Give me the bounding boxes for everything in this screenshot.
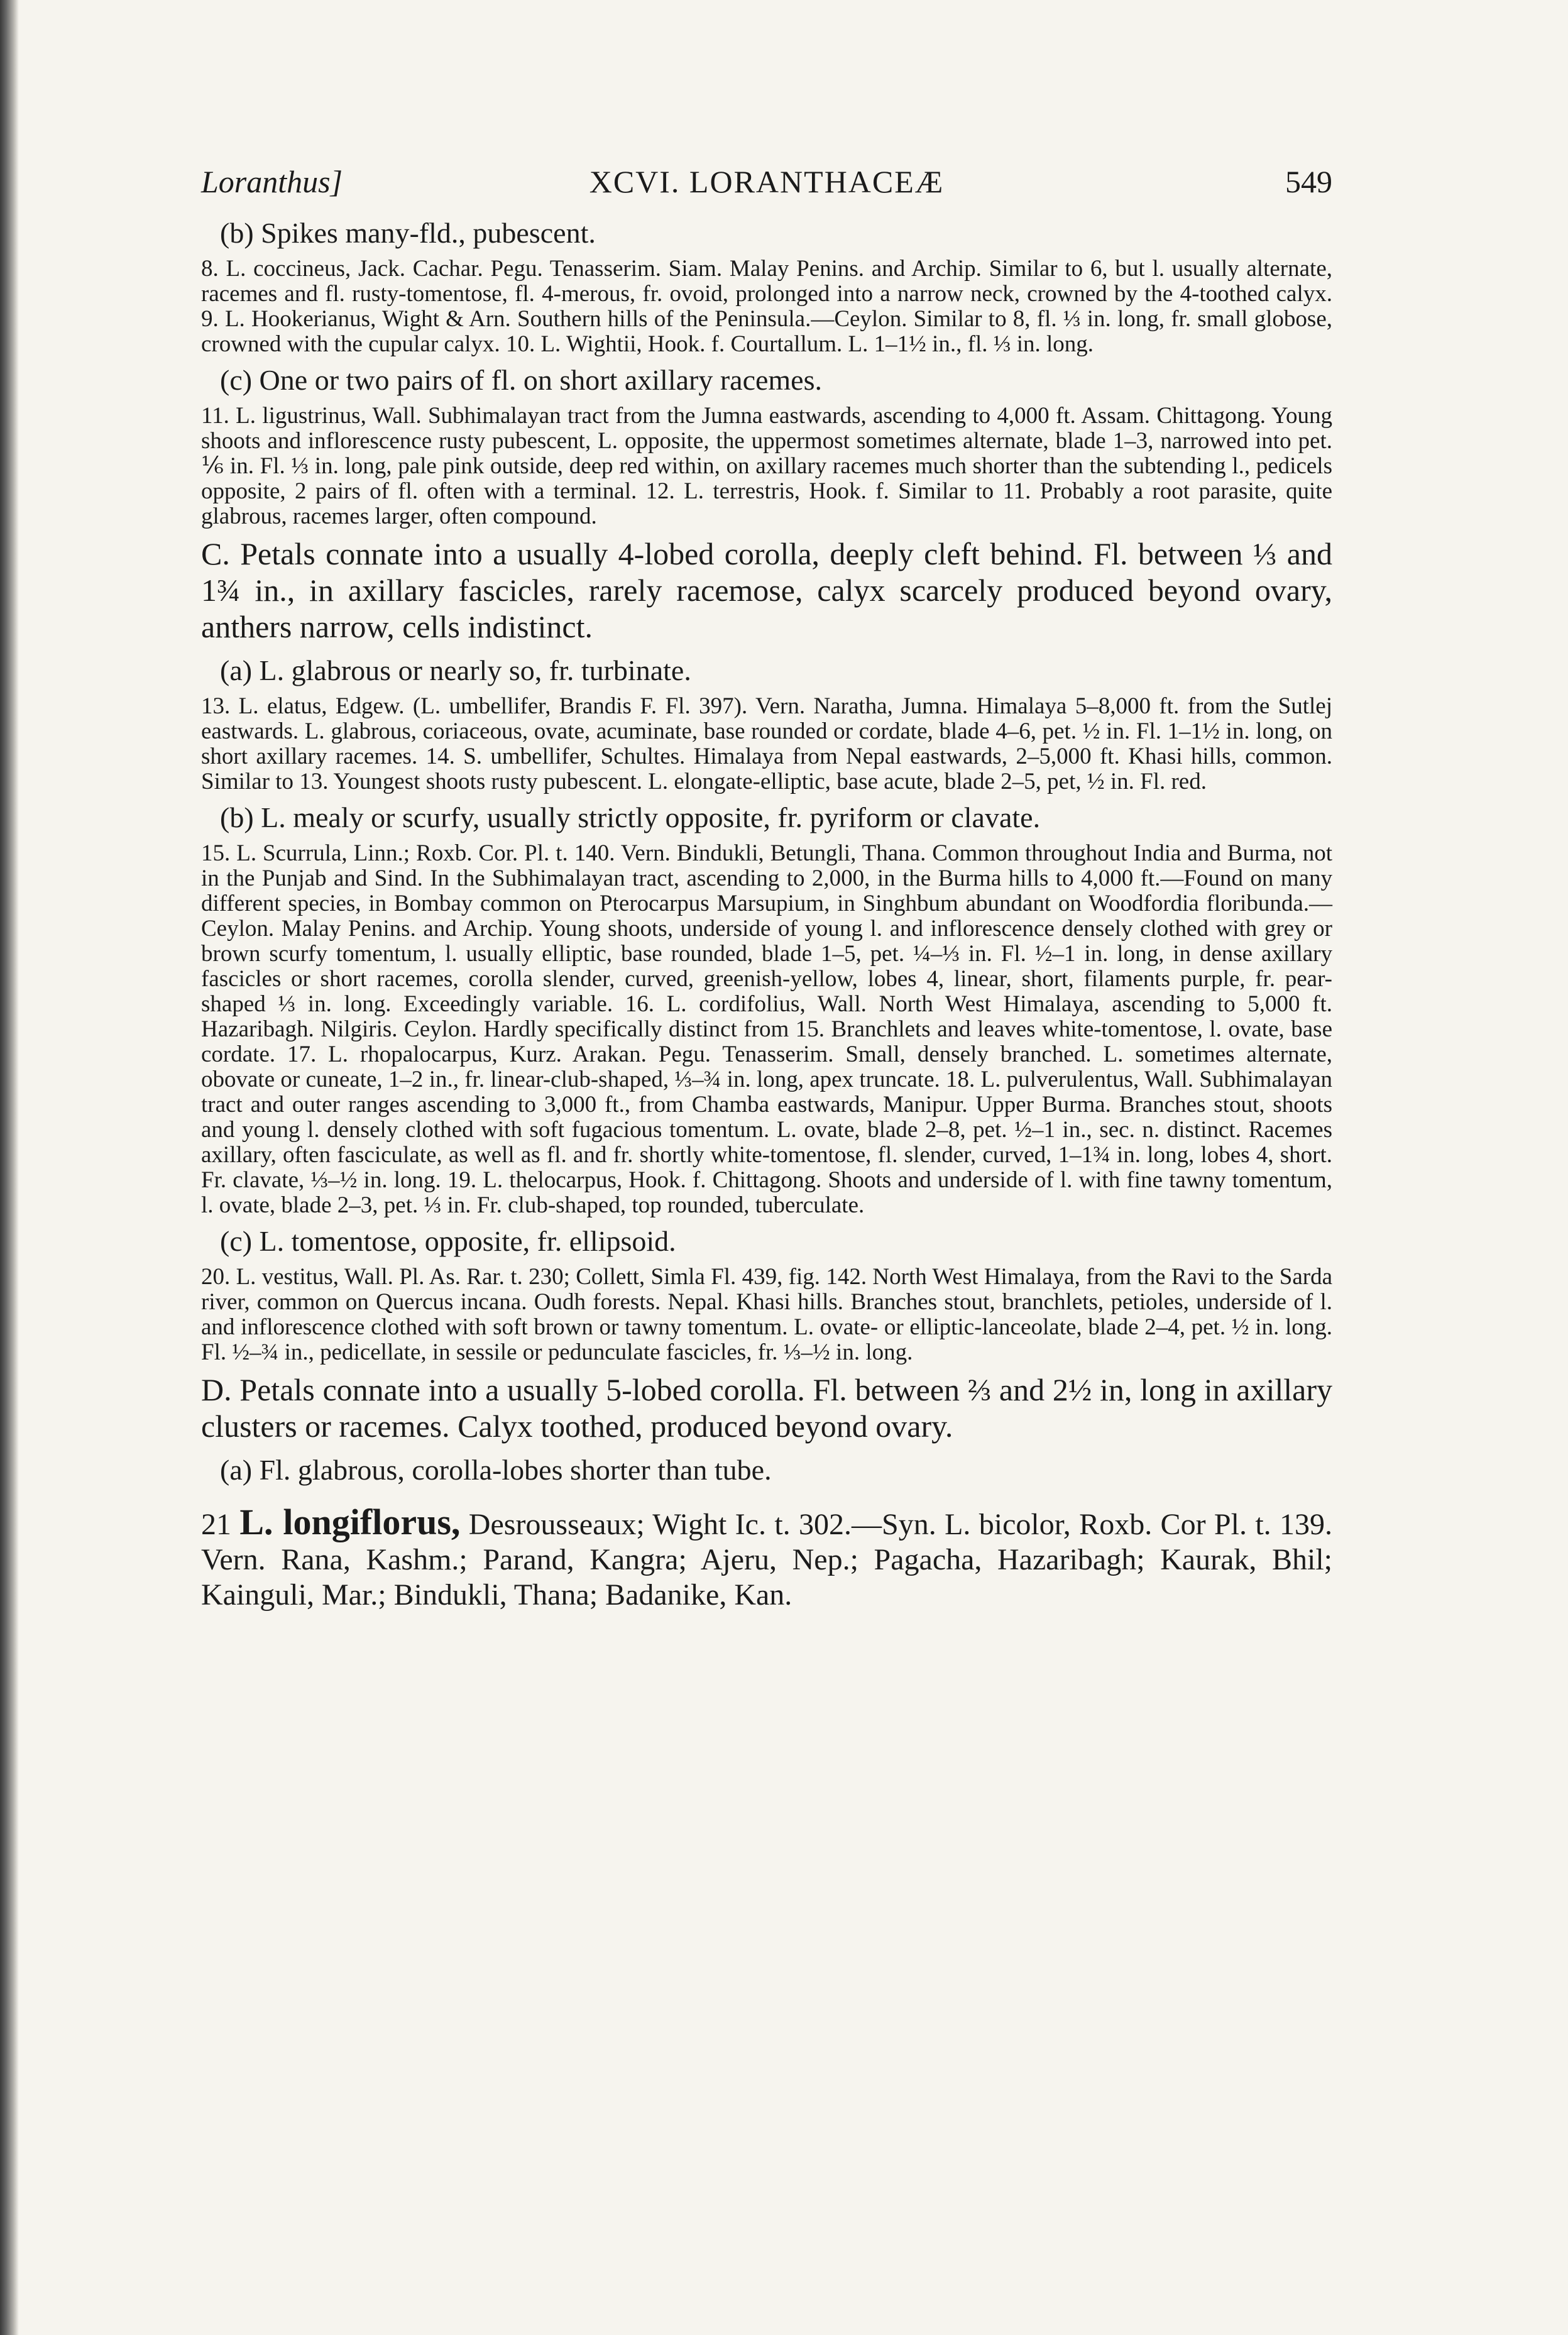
key-a-glabrous: (a) L. glabrous or nearly so, fr. turbinate.	[220, 654, 691, 686]
species-entry-11-12: 11. L. ligustrinus, Wall. Subhimalayan tract from the Jumna eastwards, ascending to 4,000 ft. Assam. Chittagong. Young shoots and inflorescence rusty pubescent, L. opposite, the uppermost sometimes alternate, blade 1–3, narrowed into pet. ⅙ in. Fl. ⅓ in. long, pale pink outside, deep red within, on axillary racemes much shorter than the subtending l., pedicels opposite, 2 pairs of fl. often with a terminal. 12. L. terrestris, Hook. f. Similar to 11. Probably a root parasite, quite glabrous, racemes larger, often compound.	[201, 403, 1332, 529]
species-entry-15-19: 15. L. Scurrula, Linn.; Roxb. Cor. Pl. t. 140. Vern. Bindukli, Betungli, Thana. Common throughout India and Burma, not in the Punjab and Sind. In the Subhimalayan tract, ascending to 2,000, in the Burma hills to 4,000 ft.—Found on many different species, in Bombay common on Pterocarpus Marsupium, in Singhbum abundant on Woodfordia floribunda.—Ceylon. Malay Penins. and Archip. Young shoots, underside of young l. and inflorescence densely clothed with grey or brown scurfy tomentum, l. usually elliptic, base rounded, blade 1–5, pet. ¼–⅓ in. Fl. ½–1 in. long, in dense axillary fascicles or short racemes, corolla slender, curved, greenish-yellow, lobes 4, linear, short, filaments purple, fr. pear-shaped ⅓ in. long. Exceedingly variable. 16. L. cordifolius, Wall. North West Himalaya, ascending to 5,000 ft. Hazaribagh. Nilgiris. Ceylon. Hardly specifically distinct from 15. Branchlets and leaves white-tomentose, l. ovate, base cordate. 17. L. rhopalocarpus, Kurz. Arakan. Pegu. Tenasserim. Small, densely branched. L. sometimes alternate, obovate or cuneate, 1–2 in., fr. linear-club-shaped, ⅓–¾ in. long, apex truncate. 18. L. pulverulentus, Wall. Subhimalayan tract and outer ranges ascending to 3,000 ft., from Chamba eastwards, Manipur. Upper Burma. Branches stout, shoots and young l. densely clothed with soft fugacious tomentum. L. ovate, blade 2–8, pet. ½–1 in., sec. n. distinct. Racemes axillary, often fasciculate, as well as fl. and fr. shortly white-tomentose, fl. slender, curved, 1–1¾ in. long, lobes 4, short. Fr. clavate, ⅓–½ in. long. 19. L. thelocarpus, Hook. f. Chittagong. Shoots and underside of l. with fine tawny tomentum, l. ovate, blade 2–3, pet. ⅓ in. Fr. club-shaped, top rounded, tuberculate.	[201, 840, 1332, 1218]
key-c-racemes: (c) One or two pairs of fl. on short axillary racemes.	[220, 364, 823, 396]
page	[201, 151, 1332, 1643]
book-binding-edge	[0, 0, 19, 2335]
key-c-tomentose: (c) L. tomentose, opposite, fr. ellipsoid.	[220, 1225, 676, 1257]
section-c-heading: C. Petals connate into a usually 4-lobed corolla, deeply cleft behind. Fl. between ⅓ and 1¾ in., in axillary fascicles, rarely racemose, calyx scarcely produced beyond ovary, anthers narrow, cells indistinct.	[201, 536, 1332, 644]
key-b-mealy: (b) L. mealy or scurfy, usually strictly opposite, fr. pyriform or clavate.	[220, 801, 1041, 833]
species-name: L. longiflorus,	[239, 1502, 461, 1542]
key-a-fl-glabrous: (a) Fl. glabrous, corolla-lobes shorter than tube.	[220, 1454, 772, 1486]
header-genus: Loranthus]	[201, 164, 343, 199]
species-entry-13-14: 13. L. elatus, Edgew. (L. umbellifer, Brandis F. Fl. 397). Vern. Naratha, Jumna. Himalaya 5–8,000 ft. from the Sutlej eastwards. L. glabrous, coriaceous, ovate, acuminate, base rounded or cordate, blade 4–6, pet. ½ in. Fl. 1–1½ in. long, on short axillary racemes. 14. S. umbellifer, Schultes. Himalaya from Nepal eastwards, 2–5,000 ft. Khasi hills, common. Similar to 13. Youngest shoots rusty pubescent. L. elongate-elliptic, base acute, blade 2–5, pet, ½ in. Fl. red.	[201, 693, 1332, 794]
header-family-title: XCVI. LORANTHACEÆ	[589, 164, 945, 199]
species-description: Desrousseaux; Wight Ic. t. 302.—Syn. L. bicolor, Roxb. Cor Pl. t. 139. Vern. Rana, Kashm.; Parand, Kangra; Ajeru, Nep.; Pagacha, Hazaribagh; Kaurak, Bhil; Kainguli, Mar.; Bindukli, Thana; Badanike, Kan.	[201, 1508, 1333, 1612]
species-entry-21	[201, 1502, 1333, 1613]
running-header	[201, 151, 1332, 214]
species-entry-8-10: 8. L. coccineus, Jack. Cachar. Pegu. Tenasserim. Siam. Malay Penins. and Archip. Similar to 6, but l. usually alternate, racemes and fl. rusty-tomentose, fl. 4-merous, fr. ovoid, prolonged into a narrow neck, crowned by the 4-toothed calyx. 9. L. Hookerianus, Wight & Arn. Southern hills of the Peninsula.—Ceylon. Similar to 8, fl. ⅓ in. long, fr. small globose, crowned with the cupular calyx. 10. L. Wightii, Hook. f. Courtallum. L. 1–1½ in., fl. ⅓ in. long.	[201, 256, 1332, 357]
species-entry-20: 20. L. vestitus, Wall. Pl. As. Rar. t. 230; Collett, Simla Fl. 439, fig. 142. North West Himalaya, from the Ravi to the Sarda river, common on Quercus incana. Oudh forests. Nepal. Khasi hills. Branches stout, branchlets, petioles, underside of l. and inflorescence clothed with soft brown or tawny tomentum. L. ovate- or elliptic-lanceolate, blade 2–4, pet. ½ in. long. Fl. ½–¾ in., pedicellate, in sessile or pedunculate fascicles, fr. ⅓–½ in. long.	[201, 1264, 1332, 1365]
page-number: 549	[1285, 164, 1332, 199]
key-b-spikes: (b) Spikes many-fld., pubescent.	[220, 217, 596, 249]
section-d-heading: D. Petals connate into a usually 5-lobed corolla. Fl. between ⅔ and 2½ in, long in axillary clusters or racemes. Calyx toothed, produced beyond ovary.	[201, 1372, 1332, 1444]
species-number: 21	[201, 1508, 231, 1541]
